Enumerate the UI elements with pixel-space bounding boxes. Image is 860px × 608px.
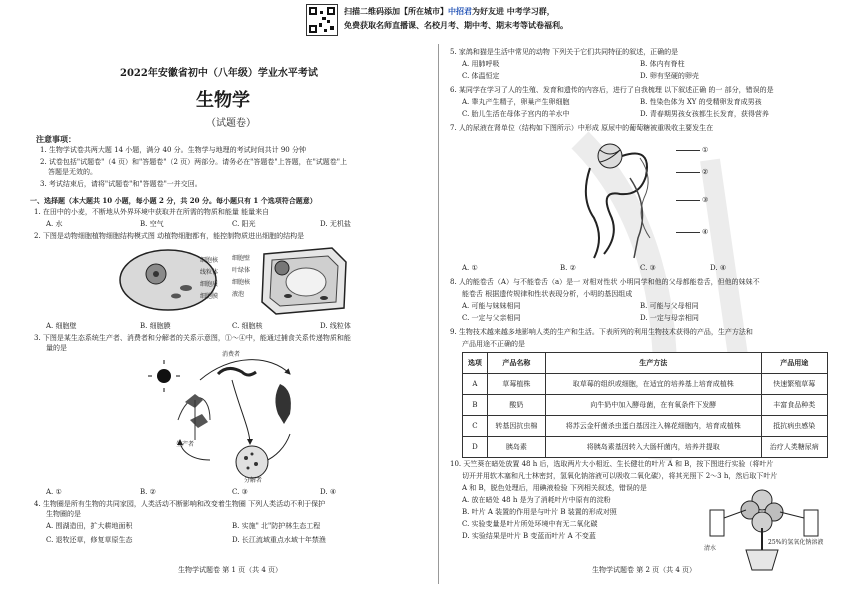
- question-9b: 产品用途不正确的是: [462, 340, 525, 348]
- table-cell: 快速繁殖草莓: [761, 374, 827, 395]
- question-4b: 生物圈的是: [46, 510, 81, 518]
- eco-label-decomposer: 分解者: [244, 477, 263, 484]
- table-cell: 抵抗病虫感染: [761, 416, 827, 437]
- table-cell: A: [463, 374, 488, 395]
- pointer-line-1: [676, 150, 700, 151]
- note-2b: 答题是无效的。: [48, 168, 97, 176]
- table-row: [463, 416, 828, 437]
- table-cell: 胰岛素: [487, 437, 545, 458]
- biotech-table: [462, 352, 828, 458]
- q2-option-a: A. 细胞壁: [46, 322, 77, 330]
- q2-option-d: D. 线粒体: [320, 322, 351, 330]
- paper-type: （试题卷）: [206, 118, 256, 129]
- q6-option-c: C. 胎儿生活在母体子宫内的羊水中: [462, 110, 570, 118]
- q2-option-b: B. 细胞膜: [140, 322, 171, 330]
- eco-label-consumer: 消费者: [222, 351, 241, 358]
- question-10: 10. 天竺葵在暗处放置 48 h 后，选取两片大小相近、生长健壮的叶片 A 和 B，按下图进行实验（将叶片: [450, 460, 774, 468]
- question-4: 4. 生物圈是所有生物的共同家园，人类活动不断影响和改变着生物圈 下列人类活动不利于保护: [34, 500, 326, 508]
- table-header-row: [463, 353, 828, 374]
- animal-cell-diagram: [116, 244, 222, 314]
- promo-line-1: 扫描二维码添加【所在城市】中招君为好友进 中考学习群，: [344, 6, 555, 16]
- q1-option-b: B. 空气: [140, 220, 164, 228]
- q7-option-c: C. ③: [640, 264, 656, 272]
- q1-option-d: D. 无机盐: [320, 220, 351, 228]
- table-cell: 酸奶: [487, 395, 545, 416]
- table-cell: 转基因抗虫棉: [487, 416, 545, 437]
- cell-label-l2: 线粒体: [200, 269, 219, 276]
- q4-option-d: D. 长江流域重点水域十年禁渔: [232, 536, 326, 544]
- q5-option-b: B. 体内有脊柱: [640, 60, 685, 68]
- question-6: 6. 某同学在学习了人的生殖、发育和遗传的内容后，进行了自我梳理 以下叙述正确 的一 部分，错误的是: [450, 86, 774, 94]
- q1-option-a: A. 水: [46, 220, 63, 228]
- table-header: 产品用途: [761, 353, 827, 374]
- cell-label-l1: 细胞核: [200, 257, 219, 264]
- pointer-line-4: [676, 232, 700, 233]
- q8-option-a: A. 可能与妹妹相同: [462, 302, 521, 310]
- question-2: 2. 下图是动物细胞植物细胞结构模式图 动植物细胞都有，能控制物质进出细胞的结构是: [34, 232, 305, 240]
- q4-option-a: A. 围湖造田，扩大耕地面积: [46, 522, 133, 530]
- table-cell: C: [463, 416, 488, 437]
- q6-option-a: A. 睾丸产生精子，卵巢产生卵细胞: [462, 98, 570, 106]
- q3-option-d: D. ④: [320, 488, 337, 496]
- q3-option-a: A. ①: [46, 488, 62, 496]
- table-header: 生产方法: [545, 353, 761, 374]
- note-3: 3. 考试结束后，请将"试题卷"和"答题卷"一并交回。: [40, 180, 202, 188]
- question-1: 1. 在田中的小麦，不断地从外界环境中获取并在所需的物质和能量 能量来自: [34, 208, 270, 216]
- q5-option-a: A. 用肺呼吸: [462, 60, 500, 68]
- plant-label-naoh: 25%的氢氧化钠溶液: [768, 539, 824, 546]
- q4-option-b: B. 实施" 北"防护林生态工程: [232, 522, 321, 530]
- question-9: 9. 生物技术越来越多地影响人类的生产和生活。下表所列的利用生物技术获得的产品，生产方法和: [450, 328, 753, 336]
- q2-option-c: C. 细胞核: [232, 322, 263, 330]
- notes-title: 注意事项：: [36, 134, 76, 144]
- pointer-line-2: [676, 172, 700, 173]
- table-cell: 治疗人类糖尿病: [761, 437, 827, 458]
- note-2: 2. 试卷包括"试题卷"（4 页）和"答题卷"（2 页）两部分。请务必在"答题卷"上答题，在"试题卷"上: [40, 158, 348, 166]
- plant-label-water: 清水: [704, 545, 717, 552]
- table-row: [463, 437, 828, 458]
- cell-label-r1: 细胞壁: [232, 255, 251, 262]
- table-cell: 丰富食品种类: [761, 395, 827, 416]
- promo-line-2: 免费获取名师直播课、名校月考、期中考、期末考等试卷福利。: [344, 20, 568, 30]
- question-7: 7. 人的尿液在肾单位（结构如下图所示）中形成 原尿中的葡萄糖被重吸收主要发生在: [450, 124, 714, 132]
- plant-experiment-diagram: [700, 470, 830, 574]
- kidney-label-1: ①: [702, 146, 709, 154]
- q6-option-b: B. 性染色体为 XY 的受精卵发育成男孩: [640, 98, 762, 106]
- question-10b: 切开并用软木塞和凡士林密封，氢氧化钠溶液可以吸收二氧化碳），将其光照下 2～3 h，然后取下叶片: [462, 472, 778, 480]
- table-cell: 向牛奶中加入酵母菌，在有氧条件下发酵: [545, 395, 761, 416]
- kidney-label-4: ④: [702, 228, 709, 236]
- question-10c: A 和 B，脱色处理后，用碘液检验 下列相关叙述，错误的是: [462, 484, 647, 492]
- cell-label-r4: 液泡: [232, 291, 245, 298]
- subject-title: 生物学: [196, 90, 250, 111]
- table-row: [463, 395, 828, 416]
- table-row: [463, 374, 828, 395]
- q10-option-b: B. 叶片 A 装置的作用是与叶片 B 装置的形成对照: [462, 508, 617, 516]
- question-8: 8. 人的能卷舌（A）与不能卷舌（a）是一 对相对性状 小明同学和他的父母都能卷舌，但他的妹妹不: [450, 278, 760, 286]
- q10-option-c: C. 实验变量是叶片所处环境中有无二氧化碳: [462, 520, 598, 528]
- q8-option-b: B. 可能与父母相同: [640, 302, 699, 310]
- table-cell: 将胰岛素基因转入大肠杆菌内，培养并提取: [545, 437, 761, 458]
- ecosystem-diagram: [140, 350, 330, 484]
- q6-option-d: D. 青春期男孩女孩都生长发育，获得营养: [640, 110, 769, 118]
- table-cell: 将苏云金杆菌杀虫蛋白基因注入棉花细胞内，培育成植株: [545, 416, 761, 437]
- q4-option-c: C. 退牧还草，修复草原生态: [46, 536, 133, 544]
- q8-option-d: D. 一定与母亲相同: [640, 314, 699, 322]
- q5-option-c: C. 体温恒定: [462, 72, 500, 80]
- kidney-label-2: ②: [702, 168, 709, 176]
- cell-label-r2: 叶绿体: [232, 267, 251, 274]
- qr-code: [306, 4, 338, 36]
- question-3: 3. 下图是某生态系统生产者、消费者和分解者的关系示意图，①～④中，能通过捕食关系传递物质和能: [34, 334, 351, 342]
- q10-option-d: D. 实验结果是叶片 B 变蓝而叶片 A 不变蓝: [462, 532, 596, 540]
- table-cell: D: [463, 437, 488, 458]
- question-5: 5. 家鸽和猫是生活中常见的动物 下列关于它们共同特征的叙述，正确的是: [450, 48, 679, 56]
- note-1: 1. 生物学试卷共两大题 14 小题，满分 40 分。生物学与地理的考试时间共计 90 分钟: [40, 146, 306, 154]
- q7-option-b: B. ②: [560, 264, 576, 272]
- exam-title: 2022年安徽省初中（八年级）学业水平考试: [120, 68, 318, 79]
- question-8b: 能卷舌 根据遗传规律和性状表现分析，小明的基因组成: [462, 290, 633, 298]
- question-3b: 量的是: [46, 344, 67, 352]
- table-header: 选项: [463, 353, 488, 374]
- plant-cell-diagram: [258, 244, 350, 316]
- right-footer: 生物学试题卷 第 2 页（共 4 页）: [592, 566, 697, 574]
- q7-option-d: D. ④: [710, 264, 727, 272]
- table-header: 产品名称: [487, 353, 545, 374]
- cell-label-l3: 细胞质: [200, 281, 219, 288]
- page-divider: [438, 44, 439, 584]
- kidney-label-3: ③: [702, 196, 709, 204]
- nephron-diagram: [570, 138, 680, 262]
- table-cell: B: [463, 395, 488, 416]
- q5-option-d: D. 卵有坚硬的卵壳: [640, 72, 699, 80]
- pointer-line-3: [676, 200, 700, 201]
- q3-option-b: B. ②: [140, 488, 156, 496]
- q7-option-a: A. ①: [462, 264, 478, 272]
- q3-option-c: C. ③: [232, 488, 248, 496]
- left-footer: 生物学试题卷 第 1 页（共 4 页）: [178, 566, 283, 574]
- q8-option-c: C. 一定与父亲相同: [462, 314, 521, 322]
- section-1-heading: 一、选择题（本大题共 10 小题，每小题 2 分，共 20 分。每小题只有 1 个选项符合题意）: [30, 196, 317, 205]
- table-cell: 草莓植株: [487, 374, 545, 395]
- cell-label-l4: 细胞膜: [200, 293, 219, 300]
- q10-option-a: A. 放在暗处 48 h 是为了消耗叶片中原有的淀粉: [462, 496, 611, 504]
- table-cell: 取草莓的组织或细胞，在适宜的培养基上培育成植株: [545, 374, 761, 395]
- cell-label-r3: 细胞核: [232, 279, 251, 286]
- q1-option-c: C. 阳光: [232, 220, 256, 228]
- eco-label-producer: 生产者: [176, 441, 195, 448]
